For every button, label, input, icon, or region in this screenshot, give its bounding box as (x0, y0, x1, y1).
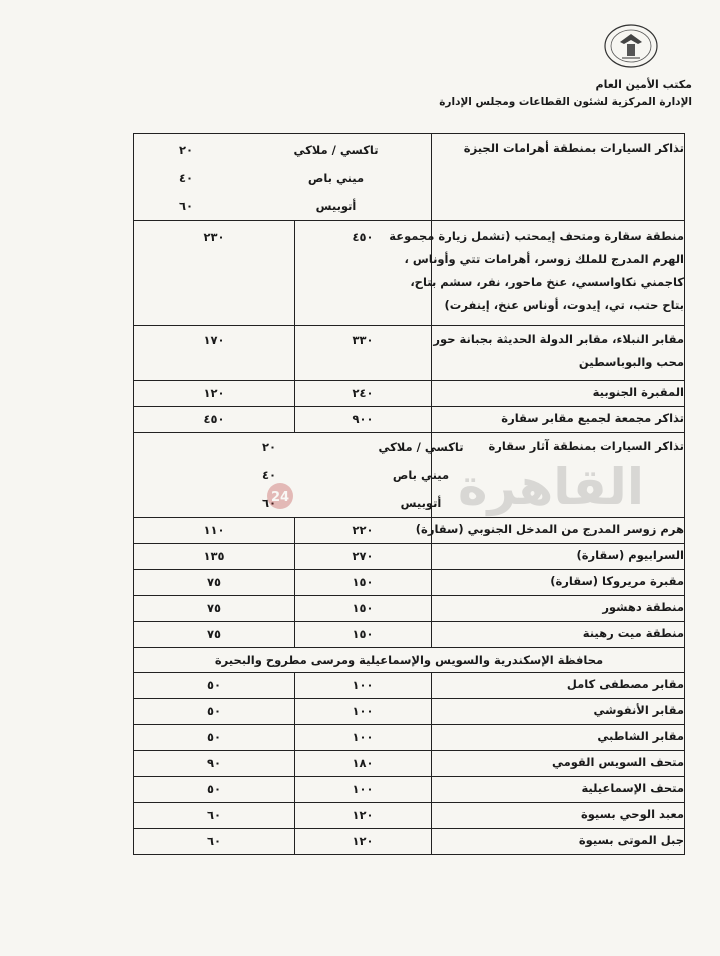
student-fee: ٤٥٠ (203, 412, 225, 426)
fee-row (134, 725, 685, 751)
car-type-label: أتوبيس (400, 496, 442, 510)
car-fee-value: ٢٠ (178, 143, 194, 157)
eagle-seal-icon (602, 22, 660, 70)
site-name-line: كاجمني نكاواسسي، عنخ ماحور، نفر، سشم بتاح، (410, 275, 684, 289)
student-fee: ١٣٥ (203, 549, 225, 563)
saqqara-cars-row (134, 433, 685, 518)
student-fee: ١١٠ (203, 523, 225, 537)
car-type-label: تاكسي / ملاكي (293, 143, 379, 157)
saqqara-car-item (134, 461, 450, 489)
student-fee: ٥٠ (206, 782, 222, 796)
saqqara-cars-title: تذاكر السيارات بمنطقة آثار سقارة (488, 439, 684, 453)
car-fee-value: ٦٠ (261, 496, 277, 510)
fee-row (134, 751, 685, 777)
car-fee-value: ٢٠ (261, 440, 277, 454)
fee-row (134, 829, 685, 855)
site-name-line: الهرم المدرج للملك زوسر، أهرامات تتي وأوناس ، (404, 252, 684, 266)
site-name: جبل الموتى بسيوة (578, 833, 684, 847)
saqqara-car-item (134, 433, 464, 461)
fee-row (134, 673, 685, 699)
site-name: مقبرة مريروكا (سقارة) (550, 574, 684, 588)
student-fee: ٧٥ (206, 575, 222, 589)
student-fee: ٥٠ (206, 678, 222, 692)
watermark-text: القاهرة (458, 458, 644, 516)
car-fee-value: ٦٠ (178, 199, 194, 213)
foreign-fee: ١٢٠ (352, 808, 374, 822)
site-name: مقابر الشاطبي (597, 729, 684, 743)
site-name: مقابر الأنفوشي (593, 703, 684, 717)
site-name: هرم زوسر المدرج من المدخل الجنوبي (سقارة) (415, 522, 684, 536)
student-fee: ٦٠ (206, 808, 222, 822)
site-name: مقابر مصطفى كامل (566, 677, 684, 691)
foreign-fee: ٢٤٠ (352, 386, 374, 400)
site-name-line: محب والبوباسطين (578, 355, 684, 369)
site-name: متحف الإسماعيلية (581, 781, 684, 795)
giza-cars-row (134, 134, 685, 221)
fee-row (134, 596, 685, 622)
foreign-fee: ٣٣٠ (352, 333, 374, 347)
site-name: المقبرة الجنوبية (592, 385, 684, 399)
car-type-label: تاكسي / ملاكي (378, 440, 464, 454)
student-fee: ٢٣٠ (203, 230, 225, 244)
foreign-fee: ١٨٠ (352, 756, 374, 770)
fee-row (134, 518, 685, 544)
site-name: منطقة ميت رهينة (582, 626, 684, 640)
student-fee: ٥٠ (206, 704, 222, 718)
site-name: معبد الوحي بسيوة (580, 807, 684, 821)
fee-row (134, 381, 685, 407)
foreign-fee: ١٥٠ (352, 575, 374, 589)
site-name: السرابيوم (سقارة) (576, 548, 684, 562)
department-title: الإدارة المركزية لشئون القطاعات ومجلس الإدارة (439, 96, 692, 108)
giza-car-item (134, 192, 431, 220)
fee-row (134, 777, 685, 803)
giza-car-item (134, 136, 431, 164)
foreign-fee: ٩٠٠ (352, 412, 374, 426)
fee-row (134, 570, 685, 596)
student-fee: ١٢٠ (203, 386, 225, 400)
student-fee: ٧٥ (206, 627, 222, 641)
site-name: تذاكر مجمعة لجميع مقابر سقارة (501, 411, 684, 425)
student-fee: ٧٥ (206, 601, 222, 615)
section-header-row (134, 648, 685, 673)
student-fee: ٥٠ (206, 730, 222, 744)
fee-row (134, 326, 685, 381)
foreign-fee: ١٠٠ (352, 704, 374, 718)
fee-row (134, 544, 685, 570)
site-name: متحف السويس القومي (551, 755, 684, 769)
section-title: محافظة الإسكندرية والسويس والإسماعيلية ومرسى مطروح والبحيرة (134, 648, 685, 673)
site-name-line: مقابر النبلاء، مقابر الدولة الحديثة بجبانة حور (433, 332, 684, 346)
giza-car-item (134, 164, 431, 192)
car-fee-value: ٤٠ (178, 171, 194, 185)
office-title: مكتب الأمين العام (595, 78, 692, 91)
student-fee: ٩٠ (206, 756, 222, 770)
fees-table (133, 133, 685, 855)
foreign-fee: ٢٧٠ (352, 549, 374, 563)
fee-row (134, 407, 685, 433)
site-name: منطقة دهشور (602, 600, 684, 614)
car-type-label: ميني باص (392, 468, 450, 482)
car-type-label: أتوبيس (315, 199, 357, 213)
student-fee: ١٧٠ (203, 333, 225, 347)
giza-cars-title: تذاكر السيارات بمنطقة أهرامات الجيزة (463, 141, 684, 155)
foreign-fee: ٤٥٠ (352, 230, 374, 244)
site-name-line: منطقة سقارة ومتحف إيمحتب (تشمل زيارة مجموعة (389, 229, 684, 243)
foreign-fee: ١٥٠ (352, 627, 374, 641)
car-type-label: ميني باص (307, 171, 365, 185)
fee-row (134, 803, 685, 829)
student-fee: ٦٠ (206, 834, 222, 848)
foreign-fee: ١٢٠ (352, 834, 374, 848)
foreign-fee: ١٠٠ (352, 782, 374, 796)
foreign-fee: ١٠٠ (352, 730, 374, 744)
fee-row (134, 622, 685, 648)
watermark-badge: 24 (270, 490, 290, 505)
foreign-fee: ١٠٠ (352, 678, 374, 692)
fee-row (134, 699, 685, 725)
fee-row (134, 221, 685, 326)
saqqara-car-item (134, 489, 442, 517)
site-name-line: بتاح حتب، تي، إيدوت، أوناس عنخ، إينفرت) (444, 298, 684, 312)
foreign-fee: ٢٢٠ (352, 523, 374, 537)
foreign-fee: ١٥٠ (352, 601, 374, 615)
car-fee-value: ٤٠ (261, 468, 277, 482)
